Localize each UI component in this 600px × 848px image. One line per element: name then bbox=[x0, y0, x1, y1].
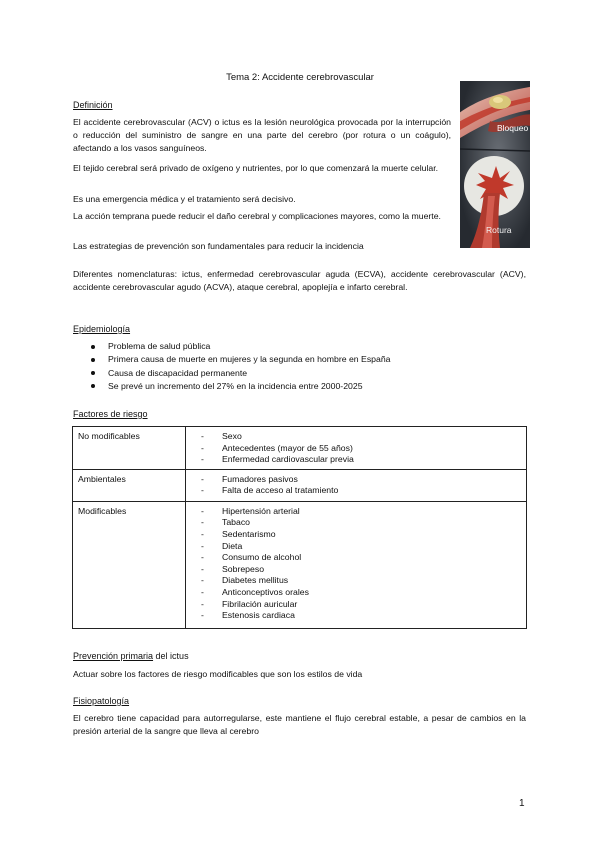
page-number: 1 bbox=[519, 798, 525, 809]
table-cell-category: Ambientales bbox=[73, 469, 186, 501]
definicion-paragraph-4: La acción temprana puede reducir el daño cerebral y complicaciones mayores, como la muerte. bbox=[73, 211, 441, 221]
prevencion-heading-underlined: Prevención primaria bbox=[73, 651, 154, 661]
list-item: - Sobrepeso bbox=[191, 564, 521, 576]
definicion-paragraph-3: Es una emergencia médica y el tratamiento será decisivo. bbox=[73, 194, 296, 204]
label-rotura: Rotura bbox=[486, 225, 512, 235]
list-item: - Sexo bbox=[191, 431, 521, 443]
section-heading-prevencion bbox=[73, 651, 189, 661]
list-item: - Fibrilación auricular bbox=[191, 599, 521, 611]
table-cell-items bbox=[186, 501, 527, 628]
epidemiologia-list bbox=[90, 340, 391, 393]
table-cell-items bbox=[186, 427, 527, 470]
list-item: - Antecedentes (mayor de 55 años) bbox=[191, 443, 521, 455]
section-heading-factores: Factores de riesgo bbox=[73, 409, 148, 419]
table-cell-category: No modificables bbox=[73, 427, 186, 470]
prevencion-heading-suffix: del ictus bbox=[153, 651, 189, 661]
list-item: - Estenosis cardiaca bbox=[191, 610, 521, 622]
label-bloqueo: Bloqueo bbox=[497, 123, 529, 133]
nomenclaturas-paragraph: Diferentes nomenclaturas: ictus, enfermedad cerebrovascular aguda (ECVA), accidente cerebrovascular (ACV), accidente cerebrovascular agudo (ACVA), ataque cerebral, apoplejía e infarto cerebral. bbox=[73, 269, 526, 292]
table-row bbox=[73, 501, 527, 628]
list-item: - Consumo de alcohol bbox=[191, 552, 521, 564]
definicion-paragraph-1: El accidente cerebrovascular (ACV) o ictus es la lesión neurológica provocada por la interrupción o reducción del suministro de sangre en una parte del cerebro (por rotura o un coágulo), afectando a los vasos sanguíneos. bbox=[73, 117, 451, 153]
stroke-illustration bbox=[460, 81, 530, 248]
list-item: - Tabaco bbox=[191, 517, 521, 529]
list-item: - Fumadores pasivos bbox=[191, 474, 521, 486]
fisiopatologia-paragraph: El cerebro tiene capacidad para autorregularse, este mantiene el flujo cerebral estable, a pesar de cambios en la presión arterial de la sangre que lleva al cerebro bbox=[73, 713, 526, 736]
list-item: - Enfermedad cardiovascular previa bbox=[191, 454, 521, 466]
list-item: - Sedentarismo bbox=[191, 529, 521, 541]
list-item: - Dieta bbox=[191, 541, 521, 553]
section-heading-definicion: Definición bbox=[73, 100, 113, 110]
table-row bbox=[73, 469, 527, 501]
table-cell-category: Modificables bbox=[73, 501, 186, 628]
risk-factors-table bbox=[72, 426, 527, 629]
list-item: - Hipertensión arterial bbox=[191, 506, 521, 518]
list-item: Problema de salud pública bbox=[90, 340, 391, 353]
table-row bbox=[73, 427, 527, 470]
page-title: Tema 2: Accidente cerebrovascular bbox=[226, 72, 374, 83]
list-item: - Falta de acceso al tratamiento bbox=[191, 485, 521, 497]
section-heading-fisiopatologia: Fisiopatología bbox=[73, 696, 130, 706]
definicion-paragraph-5: Las estrategias de prevención son fundamentales para reducir la incidencia bbox=[73, 241, 364, 251]
list-item: - Diabetes mellitus bbox=[191, 575, 521, 587]
list-item: - Anticonceptivos orales bbox=[191, 587, 521, 599]
table-cell-items bbox=[186, 469, 527, 501]
list-item: Primera causa de muerte en mujeres y la segunda en hombre en España bbox=[90, 353, 391, 366]
list-item: Causa de discapacidad permanente bbox=[90, 367, 391, 380]
section-heading-epidemiologia: Epidemiología bbox=[73, 324, 131, 334]
definicion-paragraph-2: El tejido cerebral será privado de oxígeno y nutrientes, por lo que comenzará la muerte celular. bbox=[73, 163, 439, 173]
list-item: Se prevé un incremento del 27% en la incidencia entre 2000-2025 bbox=[90, 380, 391, 393]
prevencion-paragraph: Actuar sobre los factores de riesgo modificables que son los estilos de vida bbox=[73, 669, 363, 679]
